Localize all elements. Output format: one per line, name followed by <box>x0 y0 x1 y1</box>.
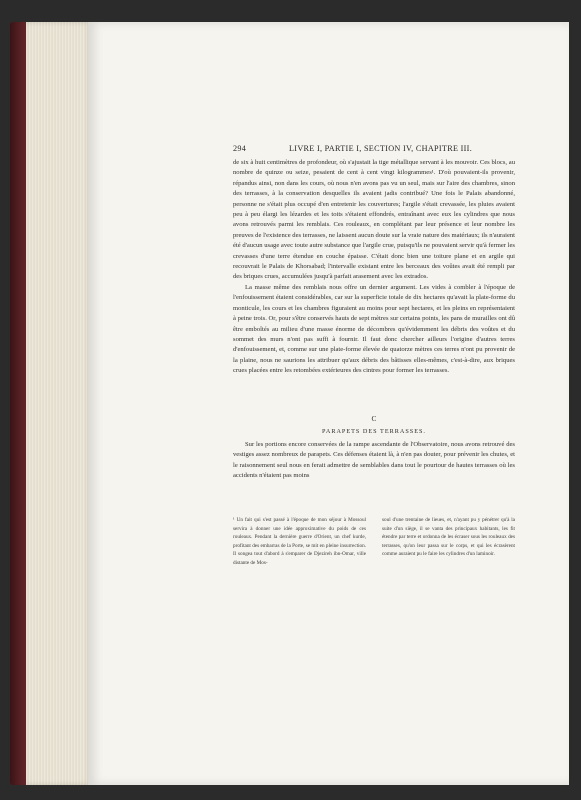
section-title: PARAPETS DES TERRASSES. <box>322 428 426 435</box>
body-text-top <box>233 158 515 377</box>
footnote-text: soul d'une trentaine de lieues, et, n'ayant pu y pénétrer qu'à la suite d'un siège, il se vanta des principaux habitants, les fit étendre par terre et ordonna de les écraser sous les rouleaux des terrasses, qu'on leur passa sur le corps, et qui les écrasèrent comme auraient pu le faire les cylindres d'un laminoir. <box>382 517 515 558</box>
body-text-bottom <box>233 440 515 482</box>
footnote-column-left <box>233 516 366 568</box>
paragraph: de six à huit centimètres de profondeur, où s'ajustait la tige métallique servant à les mouvoir. Ces blocs, au nombre de quinze ou seize, pesaient de cent à cent vingt kilogrammes¹. D'où pouvaient-ils provenir, répandus ainsi, non dans les cours, où nous n'en avons pas vu un seul, mais sur l'aire des chambres, sinon des terrasses, à la conservation desquelles ils avaient jadis contribué? Une fois le Palais abandonné, personne ne s'était plus occupé d'en entretenir les couvertures; l'argile s'était crevassée, les pluies avaient peu à peu élargi les lézardes et les toits s'étaient effondrés, entraînant avec eux les cylindres que nous avons retrouvés parmi les remblais. Ces rouleaux, en complétant par leur présence et leur nombre les preuves de l'existence des terrasses, ne laissent aucun doute sur la vraie nature des matériaux; ils n'auraient été d'aucun usage avec toute autre substance que l'argile crue, puisqu'ils ne pouvaient servir qu'à fermer les crevasses d'une terre étendue en couche épaisse. C'était donc bien une toiture plane et en argile qui recouvrait le Palais de Khorsabad; l'intervalle existant entre les berceaux des voûtes avait été rempli par des briques crues, accumulées jusqu'à parfait arasement avec les extrados. <box>233 159 515 281</box>
book-page <box>88 22 569 785</box>
section-letter: C <box>371 414 377 423</box>
page-edges <box>26 22 92 785</box>
page-number: 294 <box>233 144 247 153</box>
footnote-text: ¹ Un fait qui s'est passé à l'époque de mon séjour à Mossoul servira à donner une idée approximative du poids de ces rouleaux. Pendant la dernière guerre d'Orient, un chef kurde, profitant des embarras de la Porte, se mit en pleine insurrection. Il songea tout d'abord à s'emparer de Djezireh ibn-Omar, ville distante de Mos- <box>233 517 366 566</box>
paragraph: La masse même des remblais nous offre un dernier argument. Les vides à combler à l'époque de l'enfouissement étaient considérables, car sur la superficie totale de dix hectares qu'avait la plate-forme du monticule, les cours et les chambres figuraient au moins pour sept hectares, et les pleins en représentaient à peine trois. Or, pour s'être conservés hauts de sept mètres sur certains points, les pans de murailles ont dû être emboîtés au milieu d'une masse énorme de décombres qu'évidemment les débris des voûtes et du sommet des murs n'ont pas suffi à fournir. Il faut donc chercher ailleurs l'origine d'autres terres d'enfouissement, et, comme sur une plate-forme élevée de quatorze mètres ces terres n'ont pu provenir de la plaine, nous ne saurions les attribuer qu'aux débris des bâtisses elles-mêmes, c'est-à-dire, aux briques crues placées entre les retombées extérieures des cintres pour former les terrasses. <box>233 283 515 375</box>
footnote-column-right <box>382 516 515 559</box>
paragraph: Sur les portions encore conservées de la rampe ascendante de l'Observatoire, nous avons retrouvé des vestiges assez nombreux de parapets. Ces défenses étaient là, à n'en pas douter, pour prévenir les chutes, et le raisonnement seul nous en ferait admettre de semblables dans tout le pourtour de hautes terrasses où les accidents n'étaient pas moins <box>233 441 515 480</box>
running-title: LIVRE I, PARTIE I, SECTION IV, CHAPITRE III. <box>289 144 473 153</box>
running-header <box>233 144 533 156</box>
